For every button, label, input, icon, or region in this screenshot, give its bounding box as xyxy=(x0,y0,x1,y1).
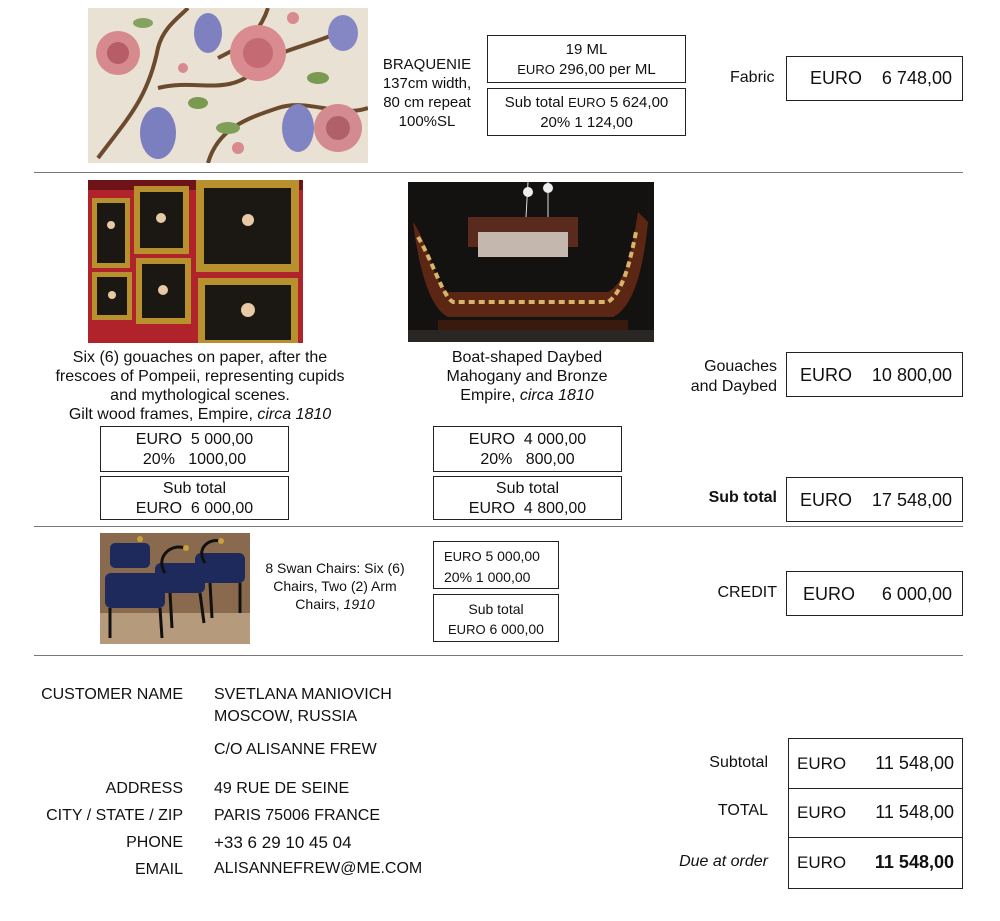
subtotal-label: Subtotal xyxy=(709,754,768,771)
subtotal-row: EURO 11 548,00 xyxy=(789,739,962,789)
due-at-order-label: Due at order xyxy=(679,853,768,870)
total-row: EURO 11 548,00 xyxy=(789,788,962,838)
city-value: PARIS 75006 FRANCE xyxy=(214,807,380,824)
customer-name-label: CUSTOMER NAME xyxy=(41,686,183,703)
chairs-price-box: EURO 5 000,00 20% 1 000,00 xyxy=(433,541,559,589)
gouaches-description: Six (6) gouaches on paper, after the frescoes of Pompeii, representing cupids and mythological scenes. Gilt wood frames, Empire, circa 1810 xyxy=(55,349,345,423)
totals-table xyxy=(788,738,963,889)
gouaches-price-box: EURO 5 000,00 20% 1000,00 xyxy=(100,426,289,472)
gouaches-daybed-label: Gouaches and Daybed xyxy=(690,358,777,395)
divider xyxy=(34,655,963,656)
customer-care-of: C/O ALISANNE FREW xyxy=(214,741,377,758)
divider xyxy=(34,526,963,527)
fabric-label: Fabric xyxy=(730,69,775,86)
fabric-description: BRAQUENIE 137cm width, 80 cm repeat 100%SL xyxy=(382,56,472,130)
fabric-image xyxy=(88,8,368,163)
email-value: ALISANNEFREW@ME.COM xyxy=(214,860,423,877)
customer-name: SVETLANA MANIOVICH xyxy=(214,686,392,703)
divider xyxy=(34,172,963,173)
due-row: EURO 11 548,00 xyxy=(797,852,954,872)
phone-label: PHONE xyxy=(126,834,183,851)
email-label: EMAIL xyxy=(134,861,183,878)
credit-label: CREDIT xyxy=(717,584,777,601)
fabric-total-box: EURO 6 748,00 xyxy=(786,56,963,101)
chairs-description: 8 Swan Chairs: Six (6) Chairs, Two (2) Arm Chairs, 1910 xyxy=(265,560,405,612)
chairs-image xyxy=(100,533,250,644)
daybed-subtotal-box: Sub total EURO 4 800,00 xyxy=(433,476,622,520)
total-label: TOTAL xyxy=(717,802,768,819)
daybed-description: Boat-shaped Daybed Mahogany and Bronze Empire, circa 1810 xyxy=(446,349,608,404)
fabric-price-box: 19 ML EURO 296,00 per ML xyxy=(487,35,686,83)
address-value: 49 RUE DE SEINE xyxy=(214,780,350,797)
customer-location: MOSCOW, RUSSIA xyxy=(214,708,358,725)
section-subtotal-label: Sub total xyxy=(708,489,777,506)
gouaches-image xyxy=(88,180,303,343)
phone-value: +33 6 29 10 45 04 xyxy=(214,833,352,852)
daybed-price-box: EURO 4 000,00 20% 800,00 xyxy=(433,426,622,472)
credit-box: EURO 6 000,00 xyxy=(786,571,963,616)
address-label: ADDRESS xyxy=(105,780,183,797)
fabric-subtotal-box: Sub total EURO 5 624,00 20% 1 124,00 xyxy=(487,88,686,136)
daybed-image xyxy=(408,182,654,342)
city-label: CITY / STATE / ZIP xyxy=(46,807,183,824)
section-subtotal-box: EURO 17 548,00 xyxy=(786,477,963,522)
gouaches-daybed-total-box: EURO 10 800,00 xyxy=(786,352,963,397)
gouaches-subtotal-box: Sub total EURO 6 000,00 xyxy=(100,476,289,520)
chairs-subtotal-box: Sub total EURO 6 000,00 xyxy=(433,594,559,642)
